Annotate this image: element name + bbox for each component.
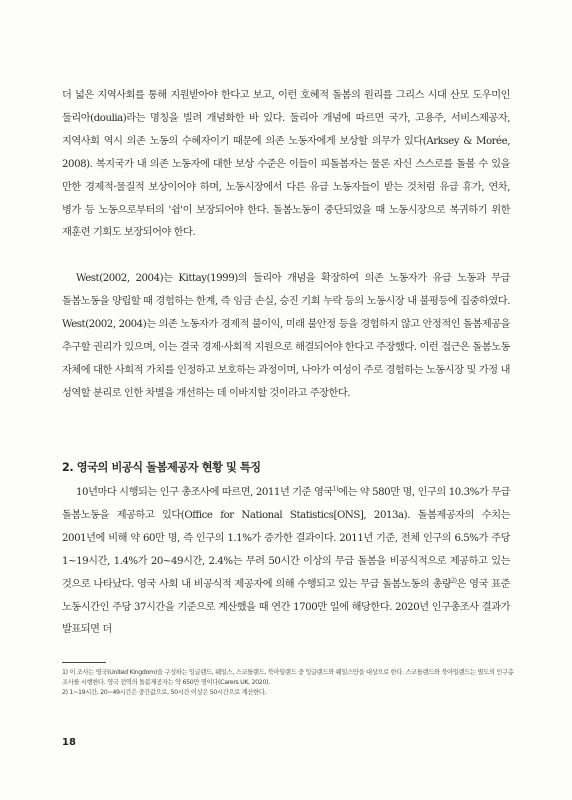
body-paragraph-2: West(2002, 2004)는 Kittay(1999)의 둘리아 개념을 확장하여 의존 노동자가 유급 노동과 무급 돌봄노동을 양립할 때 경험하는 한계, 즉 임금 손실, 승진 기회 누락 등의 노동시장 내 불평등에 집중하였다. West(2002, 2004)는 의존 노동자가 경제적 불이익, 미래 불안정 등을 경험하지 않고 안정적인 돌봄제공을 추구할 권리가 있으며, 이는 결국 경제·사회적 지원으로 해결되어야 한다고 주장했다. 이런 접근은 돌봄노동 자체에 대한 사회적 가치를 인정하고 보호하는 과정이며, 나아가 여성이 주로 경험하는 노동시장 및 가정 내 성역할 분리로 인한 차별을 개선하는 데 이바지할 것이라고 주장한다. — [62, 273, 510, 399]
paragraph-text: 은 영국 표준 노동시간인 주당 37시간을 기준으로 계산했을 때 연간 1700만 일에 해당한다. 2020년 인구총조사 결과가 발표되면 더 — [62, 578, 510, 636]
footnotes — [62, 668, 514, 698]
footnote-ref-1[interactable]: 1) — [332, 485, 339, 493]
paragraph-text: 10년마다 시행되는 인구 총조사에 따르면, 2011년 기준 영국 — [76, 487, 333, 498]
footnote-1: 1) 이 조사는 영국(United Kingdom)을 구성하는 잉글랜드, 웨일스, 스코틀랜드, 북아일랜드 중 잉글랜드와 웨일스만을 대상으로 한다. 스코틀랜드와 북아일랜드는 별도의 인구총조사를 시행한다. 영국 전역의 돌봄제공자는 약 650만 명이다(Carers UK, 2020). — [62, 669, 514, 686]
section-heading: 2. 영국의 비공식 돌봄제공자 현황 및 특징 — [62, 461, 261, 474]
body-paragraph-1: 더 넓은 지역사회를 통해 지원받아야 한다고 보고, 이런 호혜적 돌봄의 원리를 그리스 시대 산모 도우미인 둘리아(doulia)라는 명칭을 빌려 개념화한 바 있다. 둘리아 개념에 따르면 국가, 고용주, 서비스제공자, 지역사회 역시 의존 노동의 수혜자이기 때문에 의존 노동자에게 보상할 의무가 있다(Arksey & Morée, 2008). 복지국가 내 의존 노동자에 대한 보상 수준은 이들이 피돌봄자는 물론 자신 스스로를 돌볼 수 있을 만한 경제적·물질적 보상이어야 하며, 노동시장에서 다른 유급 노동자들이 받는 것처럼 유급 휴가, 연차, 병가 등 노동으로부터의 '쉼'이 보장되어야 한다. 돌봄노동이 중단되었을 때 노동시장으로 복귀하기 위한 재훈련 기회도 보장되어야 한다. — [62, 90, 510, 239]
body-paragraph-3 — [62, 482, 510, 642]
footnote-divider — [62, 662, 106, 663]
footnote-2: 2) 1~19시간, 20~49시간은 중간값으로, 50시간 이상은 50시간으로 계산한다. — [62, 689, 267, 696]
page-number: 18 — [62, 737, 76, 748]
footnote-ref-2[interactable]: 2) — [451, 577, 457, 585]
paragraph-text: 에는 약 580만 명, 인구의 10.3%가 무급 돌봄노동을 제공하고 있다(Office for National Statistics[ONS], 2013a). 돌봄제공자의 수치는 2001년에 비해 약 60만 명, 즉 인구의 1.1%가 증가한 결과이다. 2011년 기준, 전체 인구의 6.5%가 주당 1~19시간, 1.4%가 20~49시간, 2.4%는 무려 50시간 이상의 무급 돌봄을 비공식적으로 제공하고 있는 것으로 나타났다. 영국 사회 내 비공식적 제공자에 의해 수행되고 있는 무급 돌봄노동의 총량 — [62, 487, 510, 590]
